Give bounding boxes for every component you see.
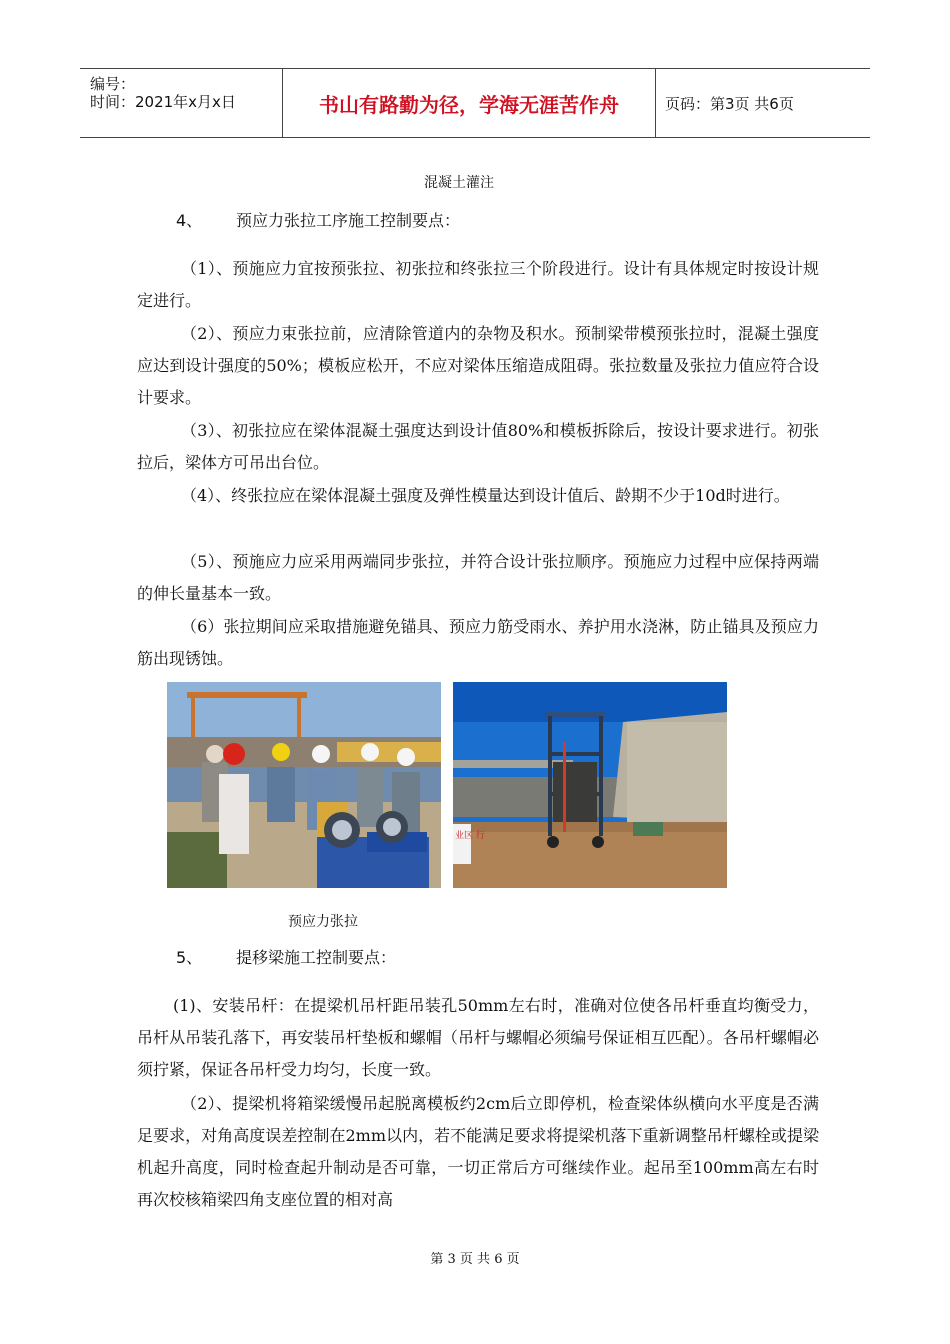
section-5-item-1: (1)、安装吊杆：在提梁机吊杆距吊装孔50mm左右时，准确对位使各吊杆垂直均衡受力，吊杆从吊装孔落下，再安装吊杆垫板和螺帽（吊杆与螺帽必须编号保证相互匹配）。各吊杆螺帽必须拧紧，保证各吊杆受力均匀，长度一致。 — [137, 996, 819, 1079]
section-4-item-4: （4）、终张拉应在梁体混凝土强度及弹性模量达到设计值后、龄期不少于10d时进行。 — [181, 486, 790, 505]
section-4-item-2: （2）、预应力束张拉前，应清除管道内的杂物及积水。预制梁带模预张拉时，混凝土强度应达到设计强度的50%；模板应松开，不应对梁体压缩造成阻碍。张拉数量及张拉力值应符合设计要求。 — [137, 324, 819, 407]
section-4-item-3: （3）、初张拉应在梁体混凝土强度达到设计值80%和模板拆除后，按设计要求进行。初张拉后，梁体方可吊出台位。 — [137, 421, 819, 472]
page-header-table — [80, 68, 870, 138]
section-4-number: 4、 — [176, 211, 203, 230]
page-footer: 第 3 页 共 6 页 — [430, 1252, 520, 1267]
section-4-title: 预应力张拉工序施工控制要点： — [236, 211, 461, 230]
section-4-item-5: （5）、预施应力应采用两端同步张拉，并符合设计张拉顺序。预施应力过程中应保持两端的伸长量基本一致。 — [137, 552, 819, 603]
section-4-heading — [176, 208, 460, 231]
photo-sign-text: 业区 行 — [455, 831, 485, 841]
header-motto-cell — [282, 69, 656, 137]
section-5-number: 5、 — [176, 948, 203, 967]
section-5-title: 提移梁施工控制要点： — [236, 948, 397, 967]
header-motto: 书山有路勤为径，学海无涯苦作舟 — [319, 92, 619, 117]
section-4-item-6: （6）张拉期间应采取措施避免锚具、预应力筋受雨水、养护用水浇淋，防止锚具及预应力筋出现锈蚀。 — [137, 617, 819, 668]
photo-tension-platform — [453, 682, 727, 888]
caption-concrete-pouring: 混凝土灌注 — [424, 175, 494, 191]
section-4-item-1: （1）、预施应力宜按预张拉、初张拉和终张拉三个阶段进行。设计有具体规定时按设计规定进行。 — [137, 259, 819, 310]
header-meta-cell — [80, 69, 282, 137]
header-page-cell — [655, 69, 870, 137]
photo-tension-platform-image — [453, 682, 727, 888]
section-5-heading — [176, 945, 396, 968]
caption-prestress-tensioning: 预应力张拉 — [288, 914, 358, 930]
document-number: 编号： — [90, 75, 136, 93]
header-page-info: 页码：第3页 共6页 — [665, 94, 794, 113]
document-date: 时间：2021年x月x日 — [90, 93, 236, 111]
section-5-item-2: （2）、提梁机将箱梁缓慢吊起脱离模板约2cm后立即停机，检查梁体纵横向水平度是否满足要求，对角高度误差控制在2mm以内，若不能满足要求将提梁机落下重新调整吊杆螺栓或提梁机起升高度，同时检查起升制动是否可靠，一切正常后方可继续作业。起吊至100mm高左右时再次校核箱梁四角支座位置的相对高 — [137, 1094, 819, 1209]
photo-prestress-workers-image — [167, 682, 441, 888]
photo-prestress-workers — [167, 682, 441, 888]
